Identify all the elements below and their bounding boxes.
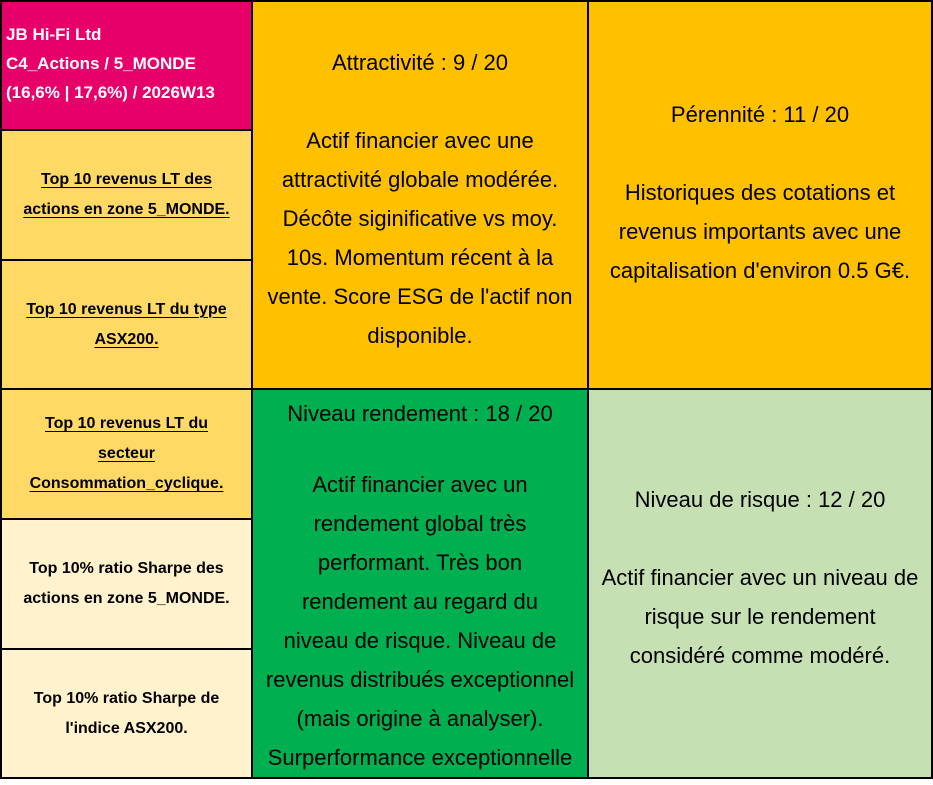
ranking-tile-revenus-zone bbox=[0, 129, 253, 261]
tile-line: Top 10 revenus LT du bbox=[45, 415, 208, 432]
perennite-title: Pérennité : 11 / 20 bbox=[670, 101, 850, 127]
asset-header bbox=[0, 0, 253, 131]
tile-line: actions en zone 5_MONDE. bbox=[23, 590, 230, 607]
ranking-tile-revenus-type bbox=[0, 259, 253, 390]
attractivite-title: Attractivité : 9 / 20 bbox=[331, 50, 509, 75]
attractivite-text-line: Actif financier avec une bbox=[306, 128, 534, 153]
risque-title: Niveau de risque : 12 / 20 bbox=[634, 487, 886, 512]
rendement-panel bbox=[251, 388, 589, 779]
tile-line: l'indice ASX200. bbox=[65, 719, 188, 737]
attractivite-panel bbox=[251, 0, 589, 390]
rendement-title: Niveau rendement : 18 / 20 bbox=[287, 401, 553, 426]
tile-line: Top 10 revenus LT des bbox=[40, 171, 212, 188]
rendement-text-line: Surperformance exceptionnelle bbox=[267, 745, 573, 770]
rendement-text-line: performant. Très bon bbox=[317, 550, 523, 575]
rendement-text-line: (mais origine à analyser). bbox=[296, 706, 544, 731]
tile-line: secteur bbox=[98, 445, 155, 462]
tile-line: Top 10 revenus LT du type bbox=[26, 300, 227, 318]
asset-stats: (16,6% | 17,6%) / 2026W13 bbox=[6, 83, 215, 102]
perennite-text-line: revenus importants avec une bbox=[618, 218, 902, 244]
asset-category: C4_Actions / 5_MONDE bbox=[6, 54, 196, 73]
risque-text-line: risque sur le rendement bbox=[644, 604, 876, 629]
attractivite-text-line: vente. Score ESG de l'actif non bbox=[267, 284, 573, 309]
attractivite-text-line: attractivité globale modérée. bbox=[281, 167, 559, 192]
rendement-text-line: rendement au regard du bbox=[301, 589, 539, 614]
risque-text-line: considéré comme modéré. bbox=[629, 643, 891, 668]
attractivite-text-line: disponible. bbox=[367, 323, 473, 348]
tile-line: Top 10% ratio Sharpe de bbox=[33, 689, 220, 707]
ranking-tile-sharpe-indice bbox=[0, 648, 253, 779]
perennite-panel bbox=[587, 0, 933, 390]
rendement-text-line: niveau de risque. Niveau de bbox=[283, 628, 557, 653]
attractivite-text-line: 10s. Momentum récent à la bbox=[286, 245, 554, 270]
tile-line: actions en zone 5_MONDE. bbox=[23, 201, 230, 218]
risque-text-line: Actif financier avec un niveau de bbox=[601, 565, 919, 590]
risque-panel bbox=[587, 388, 933, 779]
perennite-text-line: capitalisation d'environ 0.5 G€. bbox=[609, 257, 911, 283]
ranking-tile-sharpe-zone bbox=[0, 518, 253, 650]
perennite-text-line: Historiques des cotations et bbox=[624, 179, 896, 205]
rendement-text-line: rendement global très bbox=[313, 511, 527, 536]
tile-line: ASX200. bbox=[94, 330, 159, 348]
asset-name: JB Hi-Fi Ltd bbox=[6, 25, 102, 44]
ranking-tile-revenus-secteur bbox=[0, 388, 253, 520]
tile-line: Top 10% ratio Sharpe des bbox=[29, 560, 224, 577]
rendement-text-line: revenus distribués exceptionnel bbox=[265, 667, 575, 692]
rendement-text-line: Actif financier avec un bbox=[312, 472, 528, 497]
tile-line: Consommation_cyclique. bbox=[29, 475, 224, 492]
attractivite-text-line: Décôte siginificative vs moy. bbox=[282, 206, 558, 231]
